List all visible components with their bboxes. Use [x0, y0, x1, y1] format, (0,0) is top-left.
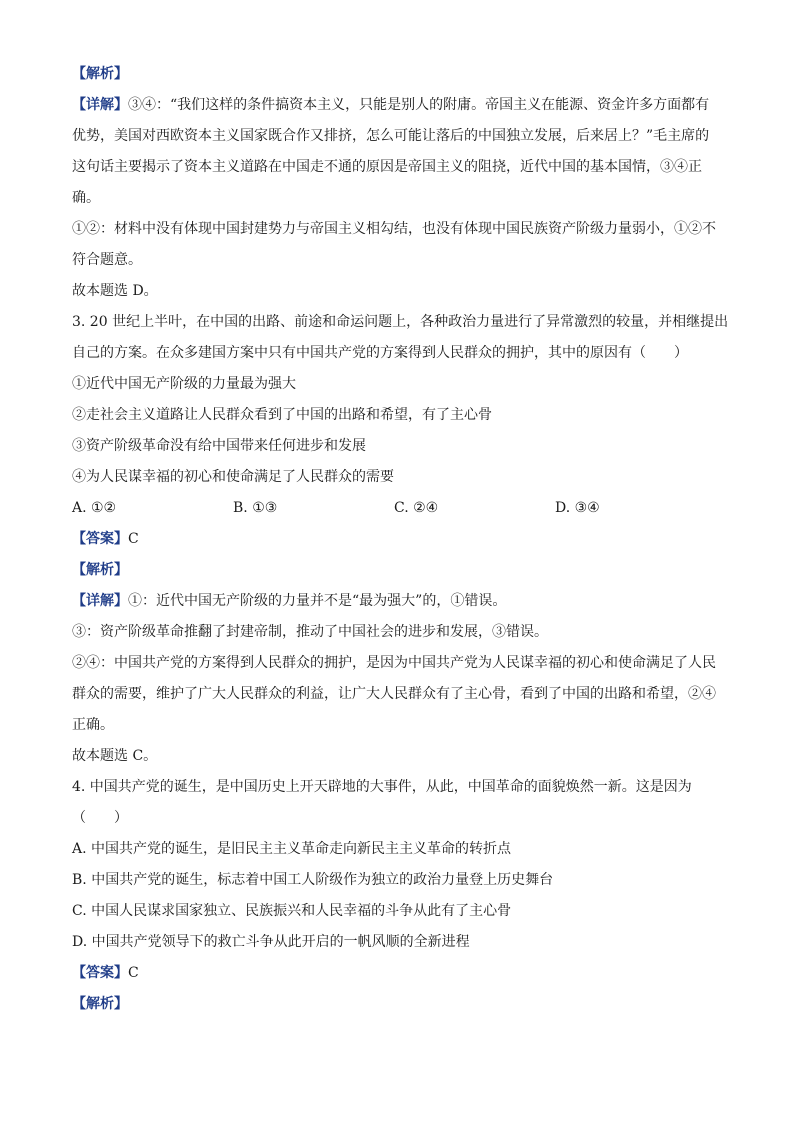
analysis-heading: [72, 64, 724, 84]
analysis-tag: 【解析】: [72, 996, 128, 1012]
answer-value: C: [128, 965, 139, 981]
statement-item: ④为人民谋幸福的初心和使命满足了人民群众的需要: [72, 469, 394, 485]
detail-text: ③④：“我们这样的条件搞资本主义，只能是别人的附庸。帝国主义在能源、资金许多方面都有: [128, 97, 710, 113]
answer-value: C: [128, 531, 139, 547]
detail-line: [72, 95, 724, 115]
answer-line: [72, 963, 724, 983]
answer-tag: 【答案】: [72, 965, 128, 981]
answer-tag: 【答案】: [72, 531, 128, 547]
options-row: [72, 498, 724, 518]
detail-text: ①：近代中国无产阶级的力量并不是“最为强大”的，①错误。: [128, 593, 507, 609]
option-d: D. 中国共产党领导下的救亡斗争从此开启的一帆风顺的全新进程: [72, 934, 470, 950]
question-stem: 4. 中国共产党的诞生，是中国历史上开天辟地的大事件，从此，中国革命的面貌焕然一新。这是因为: [72, 779, 692, 795]
conclusion: 故本题选 D。: [72, 283, 158, 299]
question-stem: 3. 20 世纪上半叶，在中国的出路、前途和命运问题上，各种政治力量进行了异常激烈的较量，并相继提出: [72, 314, 729, 330]
detail-line: 确。: [72, 190, 100, 206]
statement-item: ③资产阶级革命没有给中国带来任何进步和发展: [72, 438, 366, 454]
conclusion: 故本题选 C。: [72, 748, 158, 764]
option-c: C. ②④: [394, 500, 439, 516]
detail-line: ①②：材料中没有体现中国封建势力与帝国主义相勾结，也没有体现中国民族资产阶级力量弱小，①②不: [72, 221, 716, 237]
option-a: A. ①②: [72, 500, 117, 516]
option-b: B. ①③: [233, 500, 278, 516]
statement-item: ②走社会主义道路让人民群众看到了中国的出路和希望，有了主心骨: [72, 407, 492, 423]
detail-line: ③：资产阶级革命推翻了封建帝制，推动了中国社会的进步和发展，③错误。: [72, 624, 548, 640]
answer-line: [72, 529, 724, 549]
question-stem: （ ）: [72, 810, 128, 826]
detail-line: 优势，美国对西欧资本主义国家既合作又排挤，怎么可能让落后的中国独立发展，后来居上？”毛主席的: [72, 128, 710, 144]
detail-line: 这句话主要揭示了资本主义道路在中国走不通的原因是帝国主义的阻挠，近代中国的基本国情，③④正: [72, 159, 702, 175]
detail-tag: 【详解】: [72, 593, 128, 609]
statement-item: ①近代中国无产阶级的力量最为强大: [72, 376, 296, 392]
analysis-heading: [72, 560, 724, 580]
option-a: A. 中国共产党的诞生，是旧民主主义革命走向新民主主义革命的转折点: [72, 841, 512, 857]
document-page: [72, 64, 729, 1025]
detail-line: ②④：中国共产党的方案得到人民群众的拥护，是因为中国共产党为人民谋幸福的初心和使命满足了人民: [72, 655, 716, 671]
detail-line: 群众的需要，维护了广大人民群众的利益，让广大人民群众有了主心骨，看到了中国的出路和希望，②④: [72, 686, 716, 702]
detail-line: [72, 591, 724, 611]
analysis-tag: 【解析】: [72, 562, 128, 578]
option-d: D. ③④: [555, 500, 600, 516]
detail-line: 正确。: [72, 717, 114, 733]
option-b: B. 中国共产党的诞生，标志着中国工人阶级作为独立的政治力量登上历史舞台: [72, 872, 554, 888]
analysis-heading: [72, 994, 724, 1014]
question-stem: 自己的方案。在众多建国方案中只有中国共产党的方案得到人民群众的拥护，其中的原因有（ ）: [72, 345, 688, 361]
option-c: C. 中国人民谋求国家独立、民族振兴和人民幸福的斗争从此有了主心骨: [72, 903, 512, 919]
detail-line: 符合题意。: [72, 252, 142, 268]
analysis-tag: 【解析】: [72, 66, 128, 82]
detail-tag: 【详解】: [72, 97, 128, 113]
